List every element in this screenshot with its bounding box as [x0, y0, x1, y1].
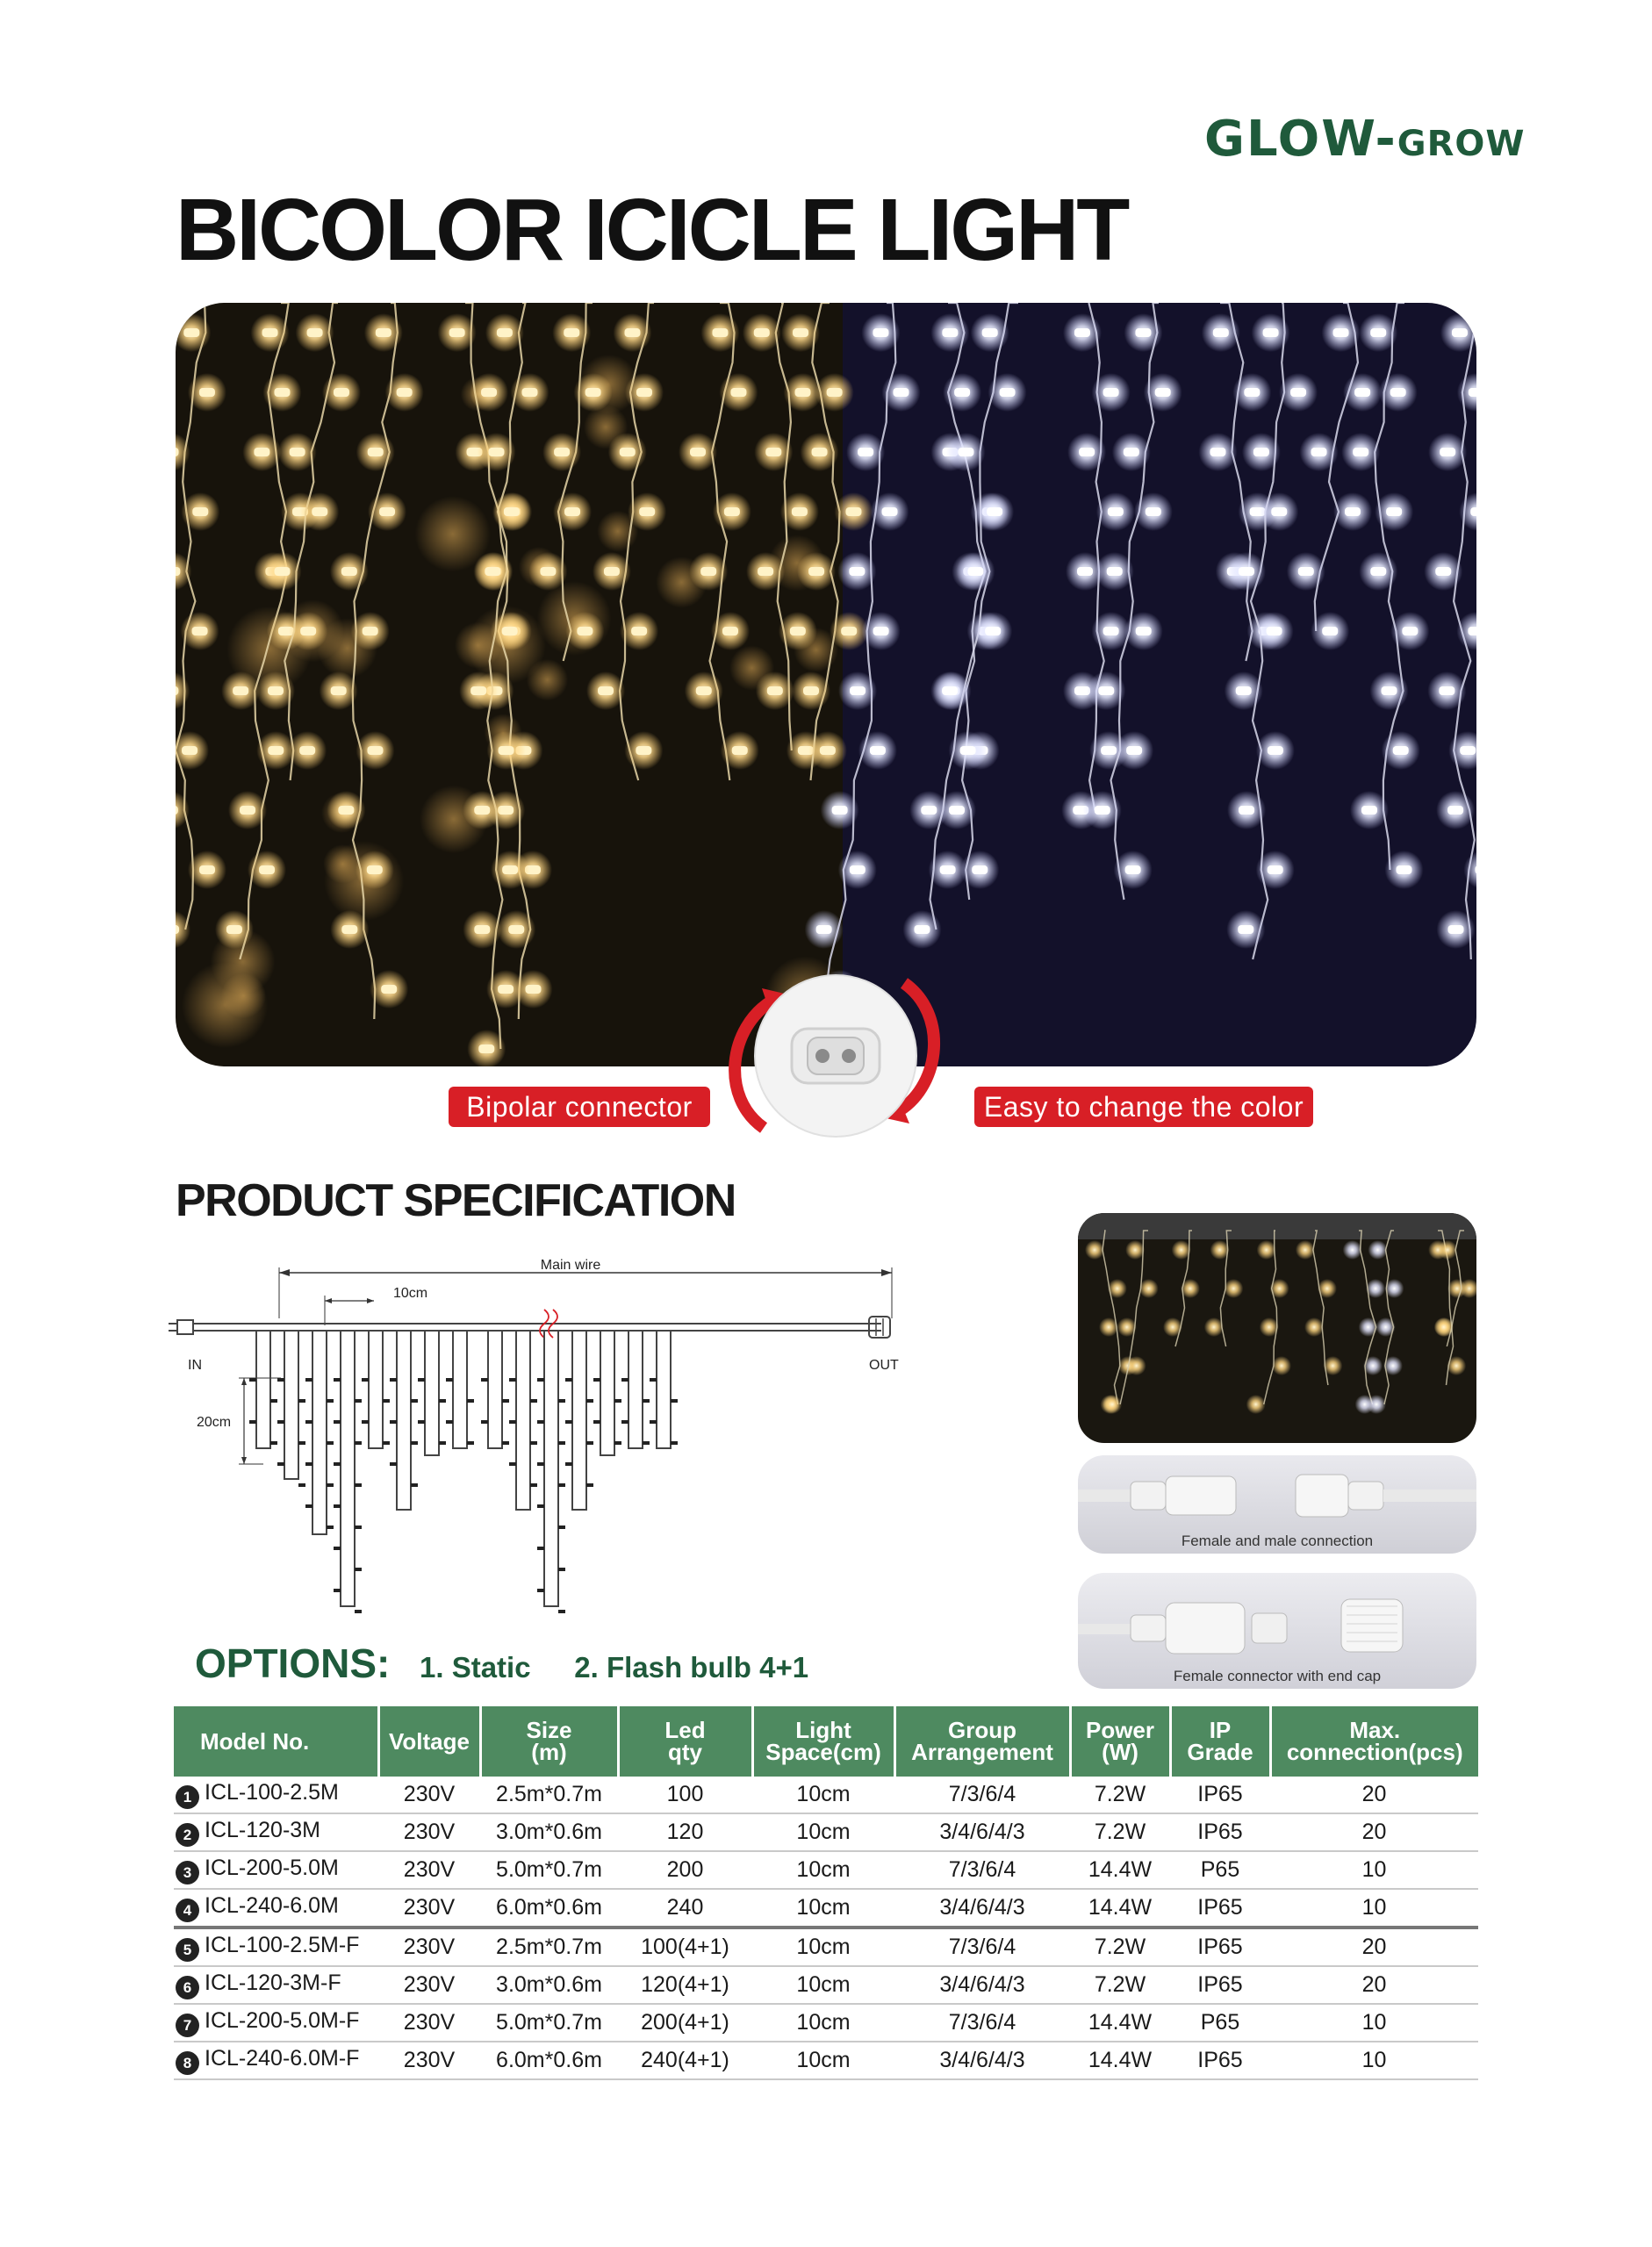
cell-model [174, 1966, 378, 2004]
column-header [1270, 1706, 1478, 1777]
cell-voltage: 230V [378, 1928, 480, 1966]
column-header [894, 1706, 1070, 1777]
cell-space: 10cm [752, 1851, 894, 1889]
row-number-badge: 8 [176, 2051, 199, 2075]
cell-group: 3/4/6/4/3 [894, 1813, 1070, 1851]
cell-ip: IP65 [1170, 1777, 1270, 1813]
in-label: IN [188, 1358, 202, 1373]
table-row [174, 1851, 1478, 1889]
column-header-text: Power [1085, 1717, 1155, 1743]
cell-led: 120(4+1) [618, 1966, 752, 2004]
page-title: BICOLOR ICICLE LIGHT [176, 181, 1128, 279]
cell-voltage: 230V [378, 1813, 480, 1851]
column-header [1170, 1706, 1270, 1777]
connection-caption: Female and male connection [1181, 1533, 1374, 1549]
cell-space: 10cm [752, 1966, 894, 2004]
cell-max: 20 [1270, 1928, 1478, 1966]
cell-size: 5.0m*0.7m [480, 1851, 618, 1889]
cell-max: 20 [1270, 1813, 1478, 1851]
male-female-connector-photo [1078, 1455, 1476, 1554]
cell-ip: IP65 [1170, 1813, 1270, 1851]
cell-size: 2.5m*0.7m [480, 1777, 618, 1813]
column-header [752, 1706, 894, 1777]
cell-model [174, 2042, 378, 2079]
cell-voltage: 230V [378, 1889, 480, 1928]
cell-ip: IP65 [1170, 1928, 1270, 1966]
column-header-text: Grade [1187, 1739, 1253, 1765]
model-number: ICL-240-6.0M-F [205, 2046, 360, 2071]
logo-main: GLOW- [1204, 111, 1397, 168]
cell-max: 10 [1270, 1889, 1478, 1928]
cell-led: 200 [618, 1851, 752, 1889]
cell-space: 10cm [752, 1777, 894, 1813]
cell-power: 14.4W [1070, 2042, 1170, 2079]
spacing-label: 10cm [393, 1286, 428, 1301]
table-row [174, 1889, 1478, 1928]
cell-max: 10 [1270, 1851, 1478, 1889]
cell-ip: P65 [1170, 2004, 1270, 2042]
cell-voltage: 230V [378, 1851, 480, 1889]
cell-led: 100 [618, 1777, 752, 1813]
cell-ip: P65 [1170, 1851, 1270, 1889]
column-header [480, 1706, 618, 1777]
row-number-badge: 3 [176, 1861, 199, 1884]
model-number: ICL-200-5.0M [205, 1856, 339, 1880]
row-number-badge: 5 [176, 1938, 199, 1962]
cell-size: 6.0m*0.6m [480, 1889, 618, 1928]
column-header-text: (W) [1102, 1739, 1138, 1765]
cell-max: 20 [1270, 1966, 1478, 2004]
cell-power: 14.4W [1070, 1889, 1170, 1928]
column-header [618, 1706, 752, 1777]
column-header-text: IP [1209, 1717, 1232, 1743]
model-number: ICL-120-3M-F [205, 1971, 341, 1995]
column-header-text: Arrangement [911, 1739, 1053, 1765]
cell-model [174, 1813, 378, 1851]
cell-group: 7/3/6/4 [894, 1777, 1070, 1813]
cell-group: 7/3/6/4 [894, 1851, 1070, 1889]
row-number-badge: 2 [176, 1823, 199, 1847]
column-header-text: Size [526, 1717, 572, 1743]
row-number-badge: 6 [176, 1976, 199, 1999]
cell-space: 10cm [752, 1889, 894, 1928]
column-header [1070, 1706, 1170, 1777]
logo-sub: GROW [1397, 124, 1526, 164]
icicle-photo [176, 303, 1476, 1066]
change-color-label: Easy to change the color [974, 1087, 1313, 1127]
cell-model [174, 1928, 378, 1966]
cell-model [174, 1851, 378, 1889]
column-header-text: qty [668, 1739, 702, 1765]
brand-logo [1204, 111, 1526, 168]
product-specification-title: PRODUCT SPECIFICATION [176, 1175, 736, 1226]
cell-voltage: 230V [378, 1777, 480, 1813]
cell-space: 10cm [752, 2042, 894, 2079]
column-header-text: (m) [531, 1739, 567, 1765]
table-row [174, 1777, 1478, 1813]
cell-power: 7.2W [1070, 1928, 1170, 1966]
cell-ip: IP65 [1170, 2042, 1270, 2079]
table-row [174, 1813, 1478, 1851]
row-number-badge: 1 [176, 1785, 199, 1809]
hero-image [176, 303, 1476, 1066]
detail-photo [1078, 1213, 1476, 1443]
cell-group: 3/4/6/4/3 [894, 2042, 1070, 2079]
cell-max: 20 [1270, 1777, 1478, 1813]
option-flash: 2. Flash bulb 4+1 [574, 1651, 809, 1683]
table-row [174, 2042, 1478, 2079]
cell-power: 14.4W [1070, 1851, 1170, 1889]
cell-ip: IP65 [1170, 1889, 1270, 1928]
table-row [174, 1966, 1478, 2004]
options-label: OPTIONS: [195, 1640, 391, 1686]
cell-space: 10cm [752, 1928, 894, 1966]
cell-size: 3.0m*0.6m [480, 1813, 618, 1851]
column-header-text: connection(pcs) [1286, 1739, 1463, 1765]
cell-led: 120 [618, 1813, 752, 1851]
connector-illustration [711, 966, 957, 1141]
main-wire-label: Main wire [540, 1258, 601, 1273]
model-number: ICL-100-2.5M-F [205, 1933, 360, 1957]
column-header-text: Space(cm) [765, 1739, 881, 1765]
model-number: ICL-200-5.0M-F [205, 2008, 360, 2033]
cell-max: 10 [1270, 2004, 1478, 2042]
cell-space: 10cm [752, 2004, 894, 2042]
cell-power: 14.4W [1070, 2004, 1170, 2042]
cell-power: 7.2W [1070, 1966, 1170, 2004]
end-cap-caption: Female connector with end cap [1173, 1668, 1382, 1684]
column-header-text: Group [948, 1717, 1016, 1743]
cell-size: 6.0m*0.6m [480, 2042, 618, 2079]
cell-model [174, 1777, 378, 1813]
wiring-diagram [167, 1246, 930, 1615]
row-number-badge: 4 [176, 1899, 199, 1922]
option-static: 1. Static [420, 1651, 531, 1683]
cell-led: 200(4+1) [618, 2004, 752, 2042]
cell-group: 3/4/6/4/3 [894, 1966, 1070, 2004]
cell-led: 100(4+1) [618, 1928, 752, 1966]
out-label: OUT [869, 1358, 899, 1373]
cell-group: 7/3/6/4 [894, 2004, 1070, 2042]
table-row [174, 2004, 1478, 2042]
cell-voltage: 230V [378, 2042, 480, 2079]
cell-model [174, 2004, 378, 2042]
cell-group: 7/3/6/4 [894, 1928, 1070, 1966]
cell-size: 2.5m*0.7m [480, 1928, 618, 1966]
cell-led: 240 [618, 1889, 752, 1928]
cell-ip: IP65 [1170, 1966, 1270, 2004]
spec-table [174, 1706, 1478, 2080]
table-row [174, 1928, 1478, 1966]
column-header-text: Led [664, 1717, 706, 1743]
column-header [174, 1706, 378, 1777]
cell-voltage: 230V [378, 1966, 480, 2004]
cell-power: 7.2W [1070, 1777, 1170, 1813]
model-number: ICL-240-6.0M [205, 1893, 339, 1918]
end-cap-photo [1078, 1573, 1476, 1689]
cell-size: 3.0m*0.6m [480, 1966, 618, 2004]
column-header [378, 1706, 480, 1777]
column-header-text: Model No. [200, 1727, 310, 1755]
model-number: ICL-100-2.5M [205, 1780, 339, 1805]
cell-model [174, 1889, 378, 1928]
drop-label: 20cm [197, 1415, 232, 1430]
options-line [195, 1640, 842, 1687]
cell-voltage: 230V [378, 2004, 480, 2042]
column-header-text: Light [795, 1717, 851, 1743]
cell-led: 240(4+1) [618, 2042, 752, 2079]
cell-space: 10cm [752, 1813, 894, 1851]
column-header-text: Voltage [389, 1727, 470, 1755]
cell-power: 7.2W [1070, 1813, 1170, 1851]
cell-size: 5.0m*0.7m [480, 2004, 618, 2042]
table-header-row [174, 1706, 1478, 1777]
bipolar-connector-label: Bipolar connector [449, 1087, 710, 1127]
cell-group: 3/4/6/4/3 [894, 1889, 1070, 1928]
cell-max: 10 [1270, 2042, 1478, 2079]
column-header-text: Max. [1349, 1717, 1401, 1743]
model-number: ICL-120-3M [205, 1818, 320, 1842]
row-number-badge: 7 [176, 2014, 199, 2037]
